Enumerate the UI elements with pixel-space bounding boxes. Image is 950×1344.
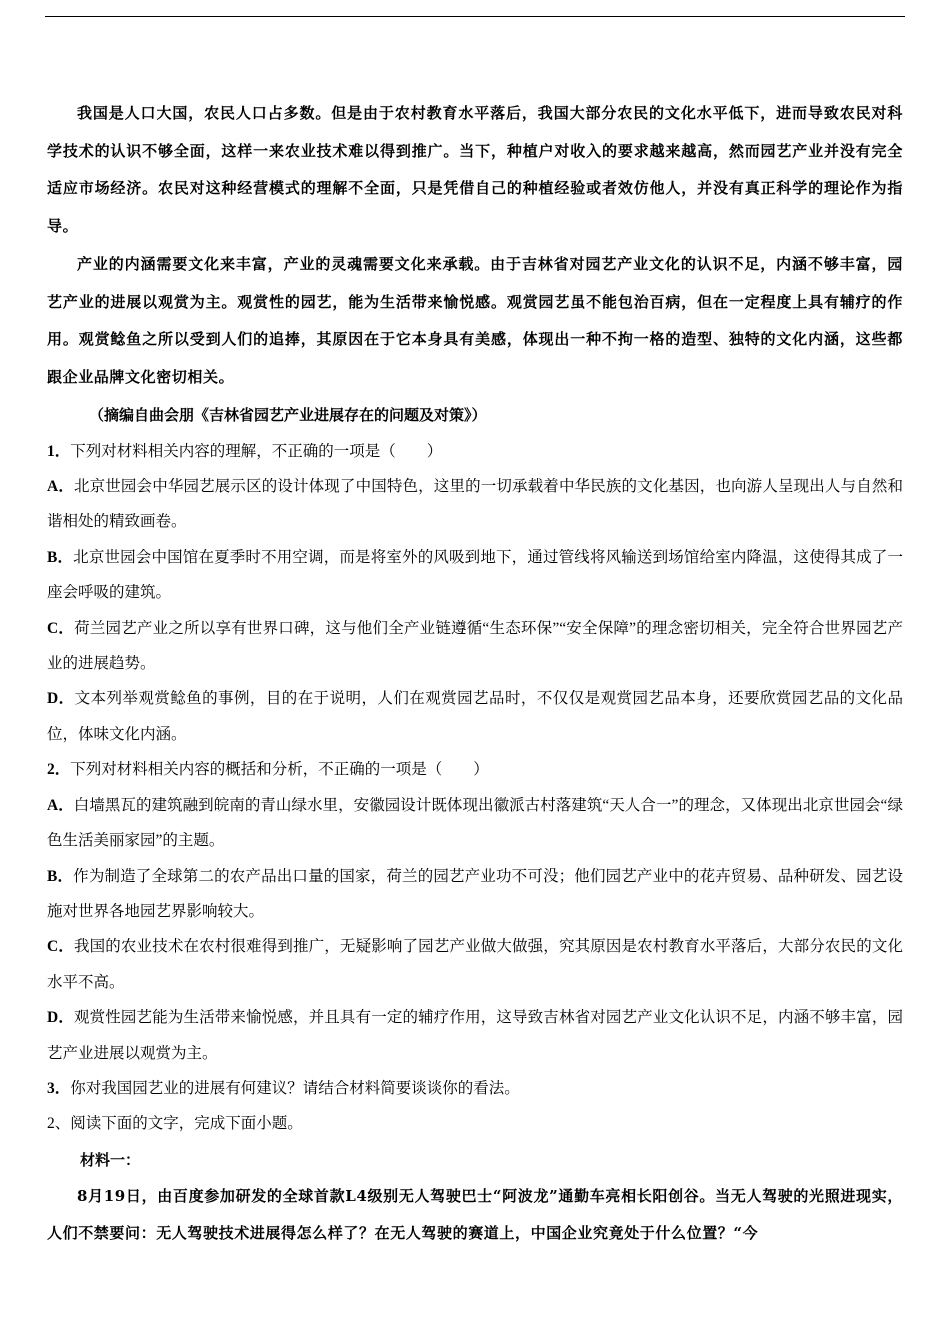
question-text: 下列对材料相关内容的概括和分析，不正确的一项是（ ） [70,761,489,779]
passage-source: （摘编自曲会朋《吉林省园艺产业进展存在的问题及对策》） [89,405,487,424]
option-text: 我国的农业技术在农村很难得到推广，无疑影响了园艺产业做大做强，究其原因是农村教育水平落后，大部分农民的文化水平不高。 [47,938,903,991]
option-letter: D． [47,690,75,708]
section-2-heading: 2、阅读下面的文字，完成下面小题。 [47,1115,303,1133]
question-number: 3． [47,1079,71,1097]
header-rule [45,16,905,17]
question-1-option-d [47,681,903,752]
question-2-stem [47,752,903,787]
passage-paragraph-1: 我国是人口大国，农民人口占多数。但是由于农村教育水平落后，我国大部分农民的文化水平低下，进而导致农民对科学技术的认识不够全面，这样一来农业技术难以得到推广。当下，种植户对收入的要求越来越高，然而园艺产业并没有完全适应市场经济。农民对这种经营模式的理解不全面，只是凭借自己的种植经验或者效仿他人，并没有真正科学的理论作为指导。 [47,104,903,236]
material-1-paragraph: 8月19日，由百度参加研发的全球首款L4级别无人驾驶巴士“阿波龙”通勤车亮相长阳创谷。当无人驾驶的光照进现实，人们不禁要问：无人驾驶技术进展得怎么样了？在无人驾驶的赛道上，中国企业究竟处于什么位置？“今 [47,1186,903,1243]
question-1-option-c [47,611,903,682]
question-number: 2． [47,761,71,779]
option-text: 文本列举观赏鲶鱼的事例，目的在于说明，人们在观赏园艺品时，不仅仅是观赏园艺品本身，还要欣赏园艺品的文化品位，体味文化内涵。 [47,690,903,743]
question-2-option-c [47,929,903,1000]
option-letter: C． [47,938,74,956]
question-2-option-b [47,859,903,930]
document-body [47,95,903,1253]
option-letter: A． [47,796,74,814]
material-label: 材料一： [80,1150,141,1169]
option-text: 北京世园会中华园艺展示区的设计体现了中国特色，这里的一切承载着中华民族的文化基因，也向游人呈现出人与自然和谐相处的精致画卷。 [47,478,903,531]
option-letter: A． [47,478,74,496]
question-text: 下列对材料相关内容的理解，不正确的一项是（ ） [70,442,443,460]
question-1-option-a [47,469,903,540]
question-2-option-d [47,1000,903,1071]
question-3-stem [47,1071,903,1106]
option-letter: B． [47,867,74,885]
option-text: 观赏性园艺能为生活带来愉悦感，并且具有一定的辅疗作用，这导致吉林省对园艺产业文化认识不足，内涵不够丰富，园艺产业进展以观赏为主。 [47,1009,903,1062]
question-1-stem [47,434,903,469]
option-text: 荷兰园艺产业之所以享有世界口碑，这与他们全产业链遵循“生态环保”“安全保障”的理念密切相关，完全符合世界园艺产业的进展趋势。 [47,619,903,673]
option-text: 北京世园会中国馆在夏季时不用空调，而是将室外的风吸到地下，通过管线将风输送到场馆给室内降温，这使得其成了一座会呼吸的建筑。 [47,548,903,602]
option-text: 作为制造了全球第二的农产品出口量的国家，荷兰的园艺产业功不可没；他们园艺产业中的花卉贸易、品种研发、园艺设施对世界各地园艺界影响较大。 [47,867,903,920]
option-letter: B． [47,548,74,566]
option-letter: C． [47,619,75,637]
question-text: 你对我国园艺业的进展有何建议？请结合材料简要谈谈你的看法。 [70,1079,520,1097]
question-2-option-a [47,788,903,859]
option-letter: D． [47,1009,74,1027]
option-text: 白墙黑瓦的建筑融到皖南的青山绿水里，安徽园设计既体现出徽派古村落建筑“天人合一”的理念，又体现出北京世园会“绿色生活美丽家园”的主题。 [47,796,903,850]
question-1-option-b [47,540,903,611]
passage-paragraph-2: 产业的内涵需要文化来丰富，产业的灵魂需要文化来承载。由于吉林省对园艺产业文化的认识不足，内涵不够丰富，园艺产业的进展以观赏为主。观赏性的园艺，能为生活带来愉悦感。观赏园艺虽不能包治百病，但在一定程度上具有辅疗的作用。观赏鲶鱼之所以受到人们的追捧，其原因在于它本身具有美感，体现出一种不拘一格的造型、独特的文化内涵，这些都跟企业品牌文化密切相关。 [47,254,903,386]
question-number: 1． [47,442,71,460]
